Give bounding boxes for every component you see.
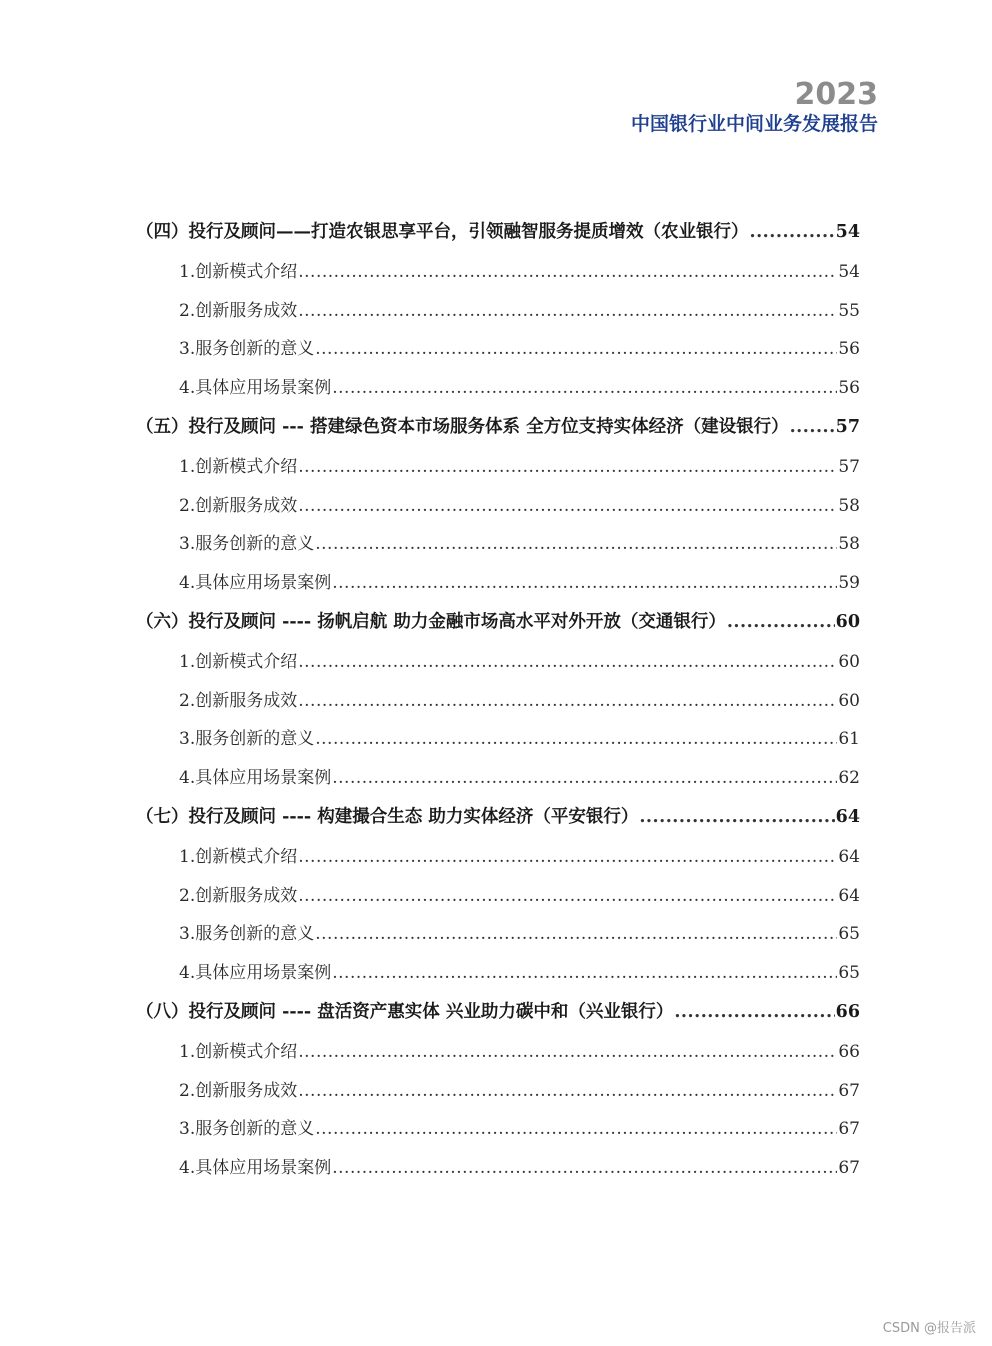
toc-leader-dots bbox=[298, 292, 837, 331]
toc-subsection-entry[interactable] bbox=[136, 253, 860, 292]
toc-page-number: 61 bbox=[838, 729, 860, 749]
toc-section-entry[interactable] bbox=[136, 212, 860, 253]
toc-page-number: 60 bbox=[835, 612, 860, 632]
toc-section-entry[interactable] bbox=[136, 992, 860, 1033]
toc-page-number: 59 bbox=[838, 572, 860, 593]
toc-page-number: 64 bbox=[838, 885, 860, 906]
toc-leader-dots bbox=[298, 838, 837, 877]
toc-entry-label: 2.创新服务成效 bbox=[179, 885, 298, 906]
watermark: CSDN @报告派 bbox=[882, 1321, 976, 1336]
toc-leader-dots bbox=[674, 992, 834, 1033]
toc-entry-label: 1.创新模式介绍 bbox=[179, 1042, 298, 1062]
toc-leader-dots bbox=[298, 487, 837, 526]
toc-entry-label: 1.创新模式介绍 bbox=[179, 847, 298, 867]
toc-subsection-entry[interactable] bbox=[136, 759, 860, 798]
toc-page-number: 54 bbox=[835, 222, 860, 242]
toc-entry-label: （六）投行及顾问 ---- 扬帆启航 助力金融市场高水平对外开放（交通银行） bbox=[136, 612, 726, 632]
toc-page-number: 66 bbox=[835, 1002, 860, 1022]
toc-leader-dots bbox=[315, 330, 837, 369]
toc-entry-label: 2.创新服务成效 bbox=[179, 495, 298, 516]
toc-leader-dots bbox=[298, 1072, 837, 1111]
toc-page-number: 67 bbox=[838, 1119, 860, 1139]
report-title: 中国银行业中间业务发展报告 bbox=[630, 113, 878, 135]
toc-subsection-entry[interactable] bbox=[136, 682, 860, 721]
toc-subsection-entry[interactable] bbox=[136, 643, 860, 682]
toc-entry-label: 3.服务创新的意义 bbox=[179, 924, 315, 944]
toc-subsection-entry[interactable] bbox=[136, 1033, 860, 1072]
toc-leader-dots bbox=[332, 759, 837, 798]
toc-entry-label: 4.具体应用场景案例 bbox=[179, 1157, 332, 1178]
toc-subsection-entry[interactable] bbox=[136, 838, 860, 877]
toc-entry-label: （七）投行及顾问 ---- 构建撮合生态 助力实体经济（平安银行） bbox=[136, 807, 639, 827]
toc-entry-label: 1.创新模式介绍 bbox=[179, 457, 298, 477]
toc-leader-dots bbox=[298, 877, 837, 916]
toc-page-number: 67 bbox=[838, 1157, 860, 1178]
toc-leader-dots bbox=[315, 720, 837, 759]
toc-page-number: 60 bbox=[838, 652, 860, 672]
toc-leader-dots bbox=[298, 1033, 837, 1072]
toc-leader-dots bbox=[315, 525, 837, 564]
toc-leader-dots bbox=[639, 797, 834, 838]
toc-leader-dots bbox=[298, 253, 837, 292]
toc-leader-dots bbox=[315, 915, 837, 954]
toc-page-number: 60 bbox=[838, 690, 860, 711]
toc-section-entry[interactable] bbox=[136, 602, 860, 643]
toc-leader-dots bbox=[332, 954, 837, 993]
toc-entry-label: 3.服务创新的意义 bbox=[179, 729, 315, 749]
toc-section-entry[interactable] bbox=[136, 797, 860, 838]
toc-subsection-entry[interactable] bbox=[136, 915, 860, 954]
toc-entry-label: 2.创新服务成效 bbox=[179, 690, 298, 711]
toc-entry-label: 2.创新服务成效 bbox=[179, 300, 298, 321]
toc-entry-label: 1.创新模式介绍 bbox=[179, 262, 298, 282]
toc-page-number: 56 bbox=[838, 339, 860, 359]
toc-entry-label: 4.具体应用场景案例 bbox=[179, 572, 332, 593]
toc-page-number: 65 bbox=[838, 924, 860, 944]
toc-page-number: 64 bbox=[835, 807, 860, 827]
toc-entry-label: 3.服务创新的意义 bbox=[179, 1119, 315, 1139]
toc-subsection-entry[interactable] bbox=[136, 369, 860, 408]
toc-leader-dots bbox=[298, 643, 837, 682]
toc-subsection-entry[interactable] bbox=[136, 954, 860, 993]
toc-page-number: 56 bbox=[838, 377, 860, 398]
toc-leader-dots bbox=[727, 602, 835, 643]
toc-subsection-entry[interactable] bbox=[136, 1110, 860, 1149]
toc-subsection-entry[interactable] bbox=[136, 330, 860, 369]
toc-subsection-entry[interactable] bbox=[136, 525, 860, 564]
toc-subsection-entry[interactable] bbox=[136, 448, 860, 487]
toc-subsection-entry[interactable] bbox=[136, 877, 860, 916]
toc-page-number: 55 bbox=[838, 300, 860, 321]
toc-leader-dots bbox=[750, 212, 835, 253]
toc-subsection-entry[interactable] bbox=[136, 1149, 860, 1188]
toc-page-number: 67 bbox=[838, 1080, 860, 1101]
toc-page-number: 57 bbox=[838, 457, 860, 477]
toc-page-number: 57 bbox=[835, 417, 860, 437]
report-year: 2023 bbox=[794, 77, 878, 112]
toc-leader-dots bbox=[298, 682, 837, 721]
toc-subsection-entry[interactable] bbox=[136, 292, 860, 331]
toc-entry-label: 3.服务创新的意义 bbox=[179, 339, 315, 359]
toc-leader-dots bbox=[332, 564, 837, 603]
toc-page-number: 58 bbox=[838, 495, 860, 516]
toc-subsection-entry[interactable] bbox=[136, 487, 860, 526]
toc-leader-dots bbox=[332, 369, 837, 408]
toc-entry-label: 1.创新模式介绍 bbox=[179, 652, 298, 672]
toc-page-number: 65 bbox=[838, 962, 860, 983]
toc-entry-label: 4.具体应用场景案例 bbox=[179, 377, 332, 398]
toc-entry-label: 4.具体应用场景案例 bbox=[179, 962, 332, 983]
toc-entry-label: 4.具体应用场景案例 bbox=[179, 767, 332, 788]
toc-subsection-entry[interactable] bbox=[136, 564, 860, 603]
toc-page-number: 64 bbox=[838, 847, 860, 867]
report-header bbox=[631, 78, 878, 136]
toc-subsection-entry[interactable] bbox=[136, 720, 860, 759]
toc-leader-dots bbox=[315, 1110, 837, 1149]
toc-entry-label: 3.服务创新的意义 bbox=[179, 534, 315, 554]
toc-page-number: 54 bbox=[838, 262, 860, 282]
toc-page-number: 62 bbox=[838, 767, 860, 788]
toc-entry-label: （四）投行及顾问——打造农银思享平台，引领融智服务提质增效（农业银行） bbox=[136, 222, 749, 242]
toc-leader-dots bbox=[298, 448, 837, 487]
table-of-contents bbox=[136, 212, 860, 1187]
toc-subsection-entry[interactable] bbox=[136, 1072, 860, 1111]
toc-leader-dots bbox=[790, 407, 835, 448]
toc-entry-label: （五）投行及顾问 --- 搭建绿色资本市场服务体系 全方位支持实体经济（建设银行） bbox=[136, 417, 789, 437]
toc-page-number: 66 bbox=[838, 1042, 860, 1062]
toc-page-number: 58 bbox=[838, 534, 860, 554]
toc-entry-label: 2.创新服务成效 bbox=[179, 1080, 298, 1101]
toc-leader-dots bbox=[332, 1149, 837, 1188]
toc-entry-label: （八）投行及顾问 ---- 盘活资产惠实体 兴业助力碳中和（兴业银行） bbox=[136, 1002, 674, 1022]
toc-section-entry[interactable] bbox=[136, 407, 860, 448]
